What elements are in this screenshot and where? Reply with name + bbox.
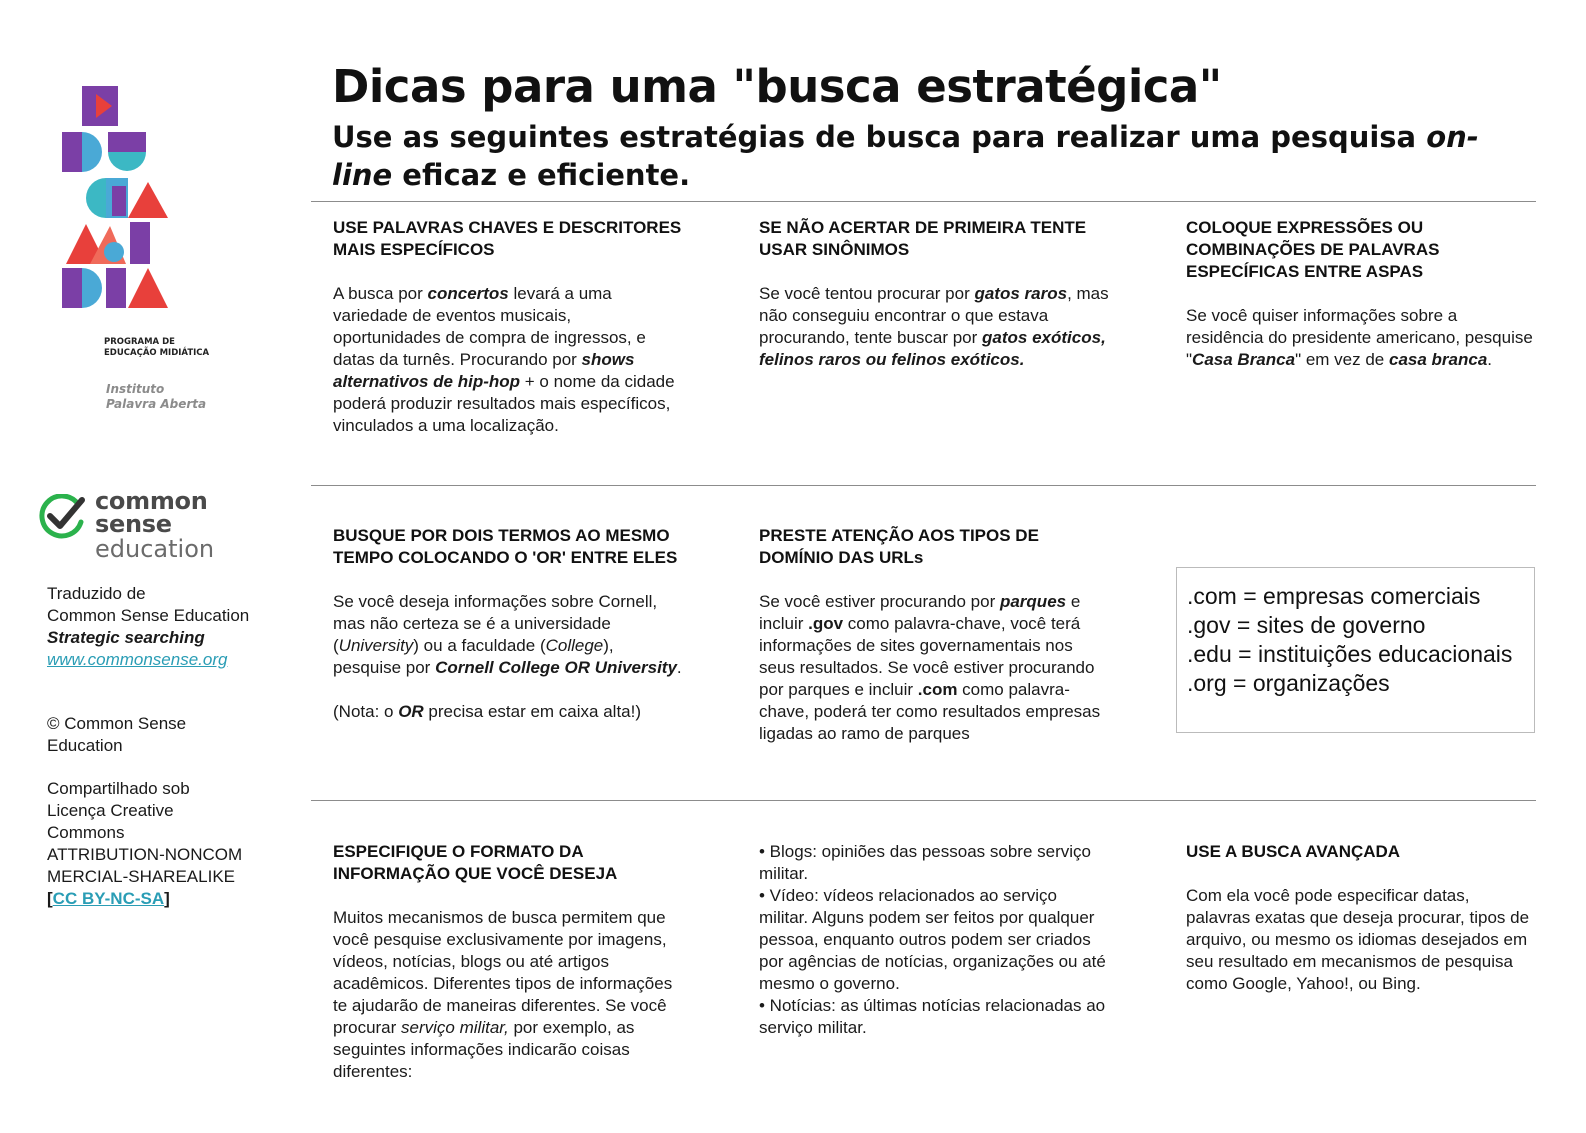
instituto-label: Instituto Palavra Aberta bbox=[106, 382, 207, 411]
tip-heading: USE A BUSCA AVANÇADA bbox=[1186, 842, 1401, 861]
tip-note: (Nota: o OR precisa estar em caixa alta!) bbox=[333, 702, 642, 721]
tip-body: Se você tentou procurar por gatos raros, mas não conseguiu encontrar o que estava procurando, tente buscar por gatos exóticos, felinos raros ou felinos exóticos. bbox=[759, 284, 1109, 369]
tip-body: Se você quiser informações sobre a residência do presidente americano, pesquise "Casa Branca" em vez de casa branca. bbox=[1186, 306, 1533, 369]
divider bbox=[311, 201, 1536, 202]
license-link[interactable]: CC BY-NC-SA bbox=[52, 889, 165, 908]
domain-item: .org = organizações bbox=[1187, 670, 1390, 696]
tip-body: Se você deseja informações sobre Cornell, mas não certeza se é a universidade (University) ou a faculdade (College), pesquise por Cornell College OR University. bbox=[333, 592, 682, 677]
source-link[interactable]: www.commonsense.org bbox=[47, 650, 228, 669]
tip-body: Muitos mecanismos de busca permitem que você pesquise exclusivamente por imagens, vídeos, notícias, blogs ou até artigos acadêmicos. Diferentes tipos de informações te ajudarão de maneiras diferentes. Se você procurar serviço militar, por exemplo, as seguintes informações indicarão coisas diferentes: bbox=[333, 908, 673, 1081]
tip-format bbox=[333, 841, 683, 1083]
tip-body: A busca por concertos levará a uma variedade de eventos musicais, oportunidades de compra de ingressos, e datas da turnês. Procurando por shows alternativos de hip-hop + o nome da cidade poderá produzir resultados mais específicos, vinculados a uma localização. bbox=[333, 284, 675, 435]
tip-domains bbox=[759, 525, 1109, 745]
checkmark-icon bbox=[38, 494, 88, 540]
tip-heading: SE NÃO ACERTAR DE PRIMEIRA TENTE USAR SINÔNIMOS bbox=[759, 218, 1087, 259]
tip-heading: BUSQUE POR DOIS TERMOS AO MESMO TEMPO COLOCANDO O 'OR' ENTRE ELES bbox=[333, 526, 678, 567]
license-text: Compartilhado sob Licença Creative Commons ATTRIBUTION-NONCOM MERCIAL-SHAREALIKE [CC BY-NC-SA] bbox=[47, 779, 243, 908]
tip-body: Com ela você pode especificar datas, palavras exatas que deseja procurar, tipos de arquivo, ou mesmo os idiomas desejados em seu resultado em mecanismos de pesquisa como Google, Yahoo!, ou Bing. bbox=[1186, 886, 1530, 993]
common-sense-logo: common sense education bbox=[95, 487, 215, 563]
program-label: PROGRAMA DE EDUCAÇÃO MIDIÁTICA bbox=[104, 337, 210, 358]
tip-format-examples bbox=[759, 841, 1109, 1039]
tip-quotes bbox=[1186, 217, 1536, 371]
divider bbox=[311, 800, 1536, 801]
tip-heading: ESPECIFIQUE O FORMATO DA INFORMAÇÃO QUE VOCÊ DESEJA bbox=[333, 842, 618, 883]
source-credit: Traduzido de Common Sense Education Strategic searching www.commonsense.org bbox=[47, 584, 250, 669]
tip-synonyms bbox=[759, 217, 1109, 371]
list-item: • Blogs: opiniões das pessoas sobre serviço militar. bbox=[759, 842, 1091, 883]
tip-heading: COLOQUE EXPRESSÕES OU COMBINAÇÕES DE PALAVRAS ESPECÍFICAS ENTRE ASPAS bbox=[1186, 218, 1440, 281]
divider bbox=[311, 485, 1536, 486]
domain-item: .gov = sites de governo bbox=[1187, 612, 1426, 638]
list-item: • Notícias: as últimas notícias relacionadas ao serviço militar. bbox=[759, 996, 1106, 1037]
copyright: © Common Sense Education bbox=[47, 714, 187, 755]
tip-advanced-search bbox=[1186, 841, 1536, 995]
tip-specific-keywords bbox=[333, 217, 683, 437]
tip-body: Se você estiver procurando por parques e incluir .gov como palavra-chave, você terá informações de sites governamentais nos seus resultados. Se você estiver procurando por parques e incluir .com como palavra-chave, poderá ter como resultados empresas ligadas ao ramo de parques bbox=[759, 592, 1101, 743]
domain-item: .com = empresas comerciais bbox=[1187, 583, 1481, 609]
page-title: Dicas para uma "busca estratégica" bbox=[332, 60, 1222, 113]
domain-item: .edu = instituições educacionais bbox=[1187, 641, 1513, 667]
tip-or-operator bbox=[333, 525, 683, 723]
page-subtitle: Use as seguintes estratégias de busca para realizar uma pesquisa on-line eficaz e eficiente. bbox=[332, 120, 1479, 192]
domain-list-box bbox=[1176, 567, 1535, 733]
tip-heading: PRESTE ATENÇÃO AOS TIPOS DE DOMÍNIO DAS URLs bbox=[759, 526, 1039, 567]
tip-heading: USE PALAVRAS CHAVES E DESCRITORES MAIS ESPECÍFICOS bbox=[333, 218, 682, 259]
educamidia-logo bbox=[60, 86, 180, 316]
list-item: • Vídeo: vídeos relacionados ao serviço militar. Alguns podem ser feitos por qualquer pessoa, enquanto outros podem ser criados por agências de notícias, organizações ou até mesmo o governo. bbox=[759, 886, 1106, 993]
